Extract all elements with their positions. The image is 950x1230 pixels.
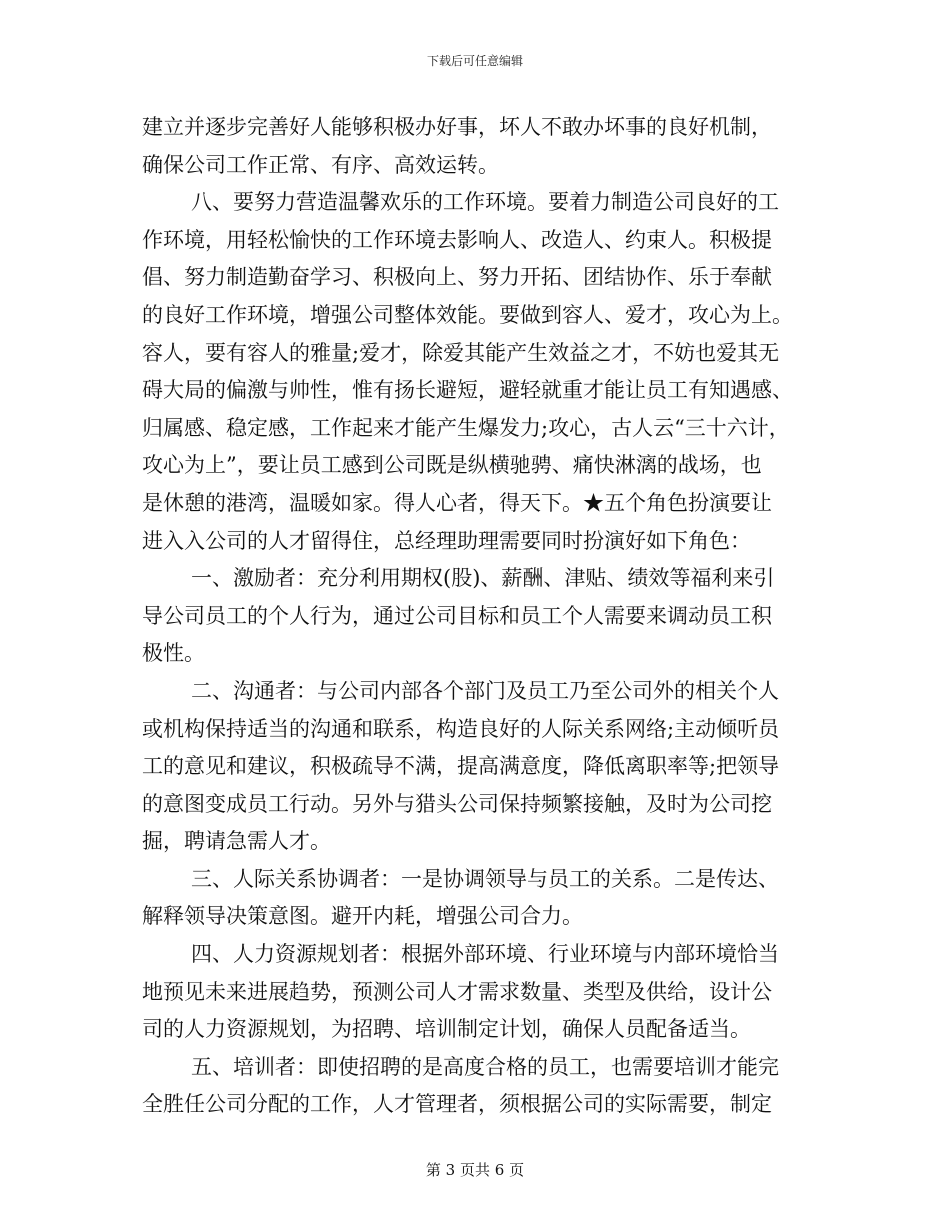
text-line: 确保公司工作正常、有序、高效运转。 xyxy=(142,152,499,177)
text-line: 倡、努力制造勤奋学习、积极向上、努力开拓、团结协作、乐于奉献 xyxy=(142,265,772,290)
text-line: 是休憩的港湾，温暖如家。得人心者，得天下。★五个角色扮演要让 xyxy=(142,490,772,515)
text-line: 或机构保持适当的沟通和联系，构造良好的人际关系网络;主动倾听员 xyxy=(142,716,780,741)
text-line: 三、人际关系协调者：一是协调领导与员工的关系。二是传达、 xyxy=(191,866,779,891)
text-line: 司的人力资源规划，为招聘、培训制定计划，确保人员配备适当。 xyxy=(142,1017,751,1042)
text-line: 容人，要有容人的雅量;爱才，除爱其能产生效益之才，不妨也爱其无 xyxy=(142,340,780,365)
text-line: 一、激励者：充分利用期权(股)、薪酬、津贴、绩效等福利来引 xyxy=(191,566,775,591)
text-line: 建立并逐步完善好人能够积极办好事，坏人不敢办坏事的良好机制， xyxy=(142,115,772,139)
document-body xyxy=(142,109,814,1124)
page-header: 下载后可任意编辑 xyxy=(426,54,523,68)
text-line: 工的意见和建议，积极疏导不满，提高满意度，降低离职率等;把领导 xyxy=(142,754,780,779)
text-line: 地预见未来进展趋势，预测公司人才需求数量、类型及供给，设计公 xyxy=(142,979,772,1004)
text-line: 归属感、稳定感，工作起来才能产生爆发力;攻心，古人云“三十六计， xyxy=(142,415,790,440)
text-line: 八、要努力营造温馨欢乐的工作环境。要着力制造公司良好的工 xyxy=(191,190,779,215)
text-line: 进入入公司的人才留得住，总经理助理需要同时扮演好如下角色： xyxy=(142,528,751,553)
text-line: 四、人力资源规划者：根据外部环境、行业环境与内部环境恰当 xyxy=(191,942,779,967)
page-number: 第 3 页共 6 页 xyxy=(425,1161,525,1179)
text-line: 二、沟通者：与公司内部各个部门及员工乃至公司外的相关个人 xyxy=(191,678,779,703)
text-line: 的良好工作环境，增强公司整体效能。要做到容人、爱才，攻心为上。 xyxy=(142,302,793,327)
text-line: 解释领导决策意图。避开内耗，增强公司合力。 xyxy=(142,904,583,929)
text-line: 攻心为上”，要让员工感到公司既是纵横驰骋、痛快淋漓的战场，也 xyxy=(142,453,762,478)
text-line: 的意图变成员工行动。另外与猎头公司保持频繁接触，及时为公司挖 xyxy=(142,791,772,816)
text-line: 极性。 xyxy=(142,641,205,666)
text-line: 碍大局的偏激与帅性，惟有扬长避短，避轻就重才能让员工有知遇感、 xyxy=(142,378,793,403)
text-line: 全胜任公司分配的工作，人才管理者，须根据公司的实际需要，制定 xyxy=(142,1092,772,1117)
text-line: 掘，聘请急需人才。 xyxy=(142,829,331,854)
text-line: 导公司员工的个人行为，通过公司目标和员工个人需要来调动员工积 xyxy=(142,603,772,628)
text-line: 五、培训者：即使招聘的是高度合格的员工，也需要培训才能完 xyxy=(191,1054,779,1079)
text-line: 作环境，用轻松愉快的工作环境去影响人、改造人、约束人。积极提 xyxy=(142,227,772,252)
